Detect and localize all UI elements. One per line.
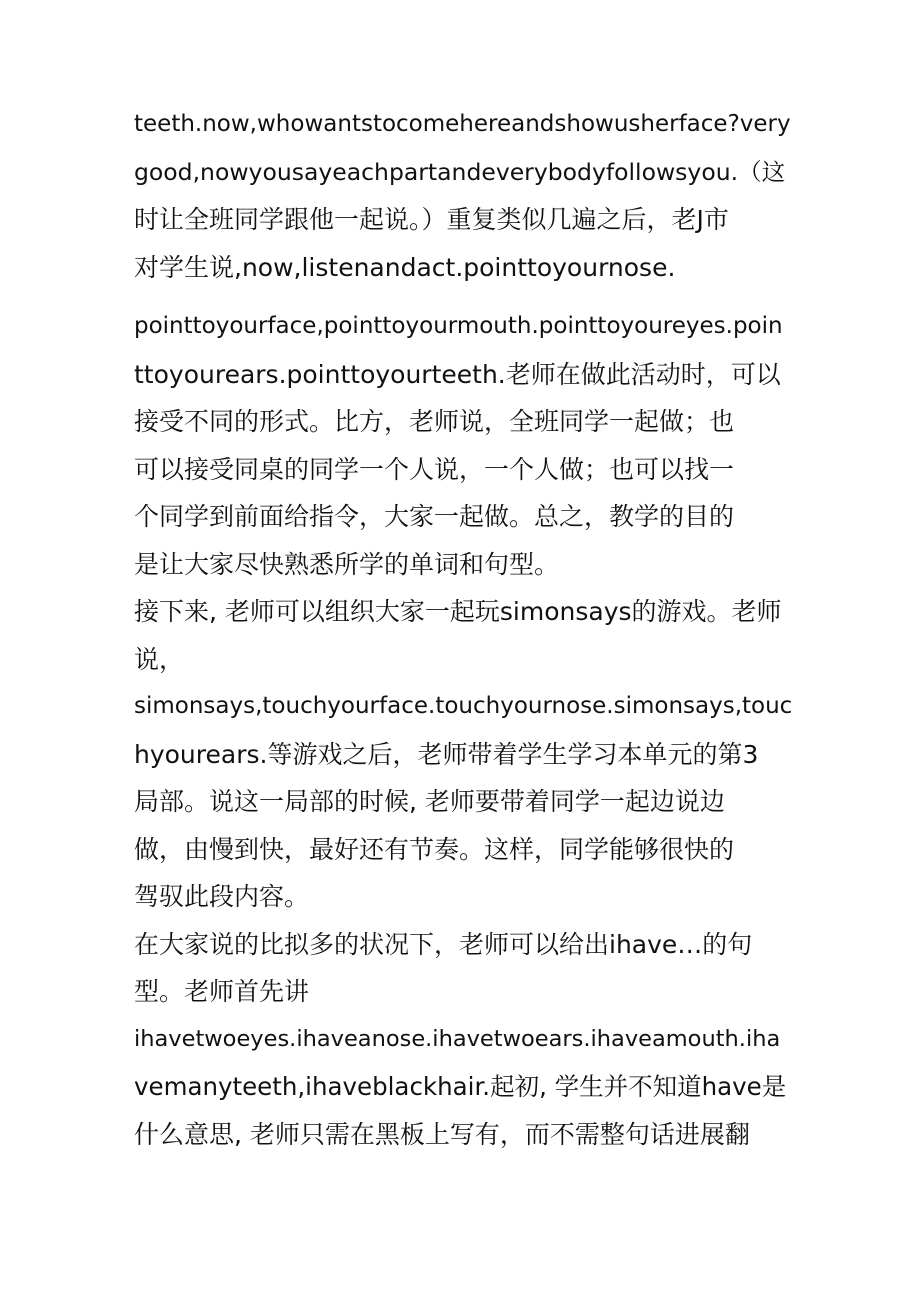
text-line: teeth.now,whowantstocomehereandshowusherface?very [134, 111, 791, 137]
text-line: 是让大家尽快熟悉所学的单词和句型。 [134, 549, 560, 579]
text-line: ihavetwoeyes.ihaveanose.ihavetwoears.ihaveamouth.iha [134, 1025, 781, 1052]
text-line: pointtoyourface,pointtoyourmouth.pointtoyoureyes.poin [134, 313, 783, 339]
text-line: 接受不同的形式。比方，老师说，全班同学一起做；也 [134, 407, 735, 436]
text-line: 时让全班同学跟他一起说。）重复类似几遍之后，老J市 [134, 205, 729, 234]
text-line: 接下来, 老师可以组织大家一起玩simonsays的游戏。老师 [134, 597, 782, 626]
text-line: 对学生说,now,listenandact.pointtoyournose. [134, 252, 676, 282]
text-line: vemanyteeth,ihaveblackhair.起初, 学生并不知道have是 [134, 1072, 787, 1101]
text-line: 说， [134, 644, 185, 674]
text-line: hyourears.等游戏之后，老师带着学生学习本单元的第3 [134, 739, 759, 769]
text-line: 做，由慢到快，最好还有节奏。这样，同学能够很快的 [134, 834, 735, 864]
text-line: ttoyourears.pointtoyourteeth.老师在做此活动时，可以 [134, 359, 781, 389]
text-line: 可以接受同桌的同学一个人说，一个人做；也可以找一 [134, 454, 735, 484]
text-line: 个同学到前面给指令，大家一起做。总之，教学的目的 [134, 502, 735, 531]
paragraph-gap [134, 291, 784, 303]
text-line: 驾驭此段内容。 [134, 882, 310, 911]
text-line: simonsays,touchyourface.touchyournose.simonsays,touc [134, 693, 793, 719]
text-line: 在大家说的比拟多的状况下，老师可以给出ihave…的句 [134, 929, 753, 959]
text-line: 什么意思, 老师只需在黑板上写有，而不需整句话进展翻 [134, 1119, 750, 1149]
text-line: 型。老师首先讲 [134, 977, 310, 1006]
text-line: 局部。说这一局部的时候, 老师要带着同学一起边说边 [134, 787, 725, 816]
document-body [134, 101, 793, 1158]
text-line: good,nowyousayeachpartandeverybodyfollowsyou.（这 [134, 157, 786, 186]
